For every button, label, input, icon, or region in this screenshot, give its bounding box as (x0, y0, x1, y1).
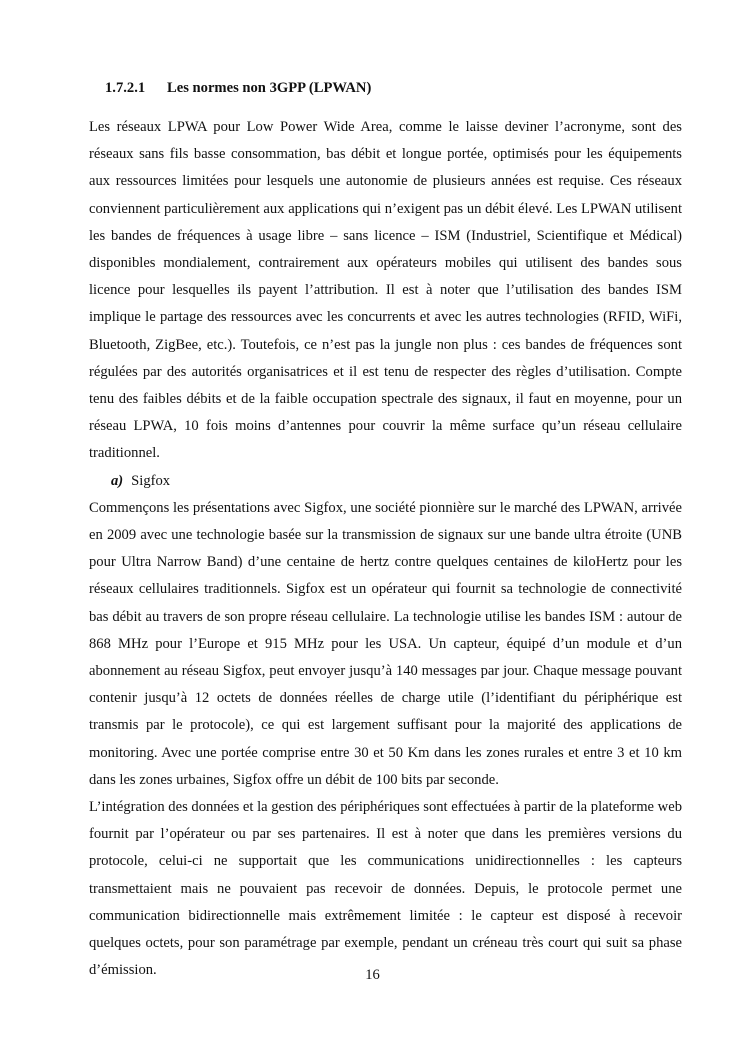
subsection-title: Sigfox (131, 472, 171, 489)
section-title: Les normes non 3GPP (LPWAN) (167, 80, 372, 96)
section-number: 1.7.2.1 (105, 80, 146, 96)
intro-paragraph: Les réseaux LPWA pour Low Power Wide Area, comme le laisse deviner l’acronyme, sont des réseaux sans fils basse consommation, bas débit et longue portée, optimisés pour les équipements aux ressources limitées pour lesquels une autonomie de plusieurs années est requise. Ces réseaux conviennent particulièrement aux applications qui n’exigent pas un débit élevé. Les LPWAN utilisent les bandes de fréquences à usage libre – sans licence – ISM (Industriel, Scientifique et Médical) disponibles mondialement, contrairement aux opérateurs mobiles qui utilisent des bandes sous licence pour lesquelles ils payent l’attribution. Il est à noter que l’utilisation des bandes ISM implique le partage des ressources avec les concurrents et avec les autres technologies (RFID, WiFi, Bluetooth, ZigBee, etc.). Toutefois, ce n’est pas la jungle non plus : ces bandes de fréquences sont régulées par des autorités organisatrices et il est tenu de respecter des règles d’utilisation. Compte tenu des faibles débits et de la faible occupation spectrale des signaux, il faut en moyenne, pour un réseau LPWA, 10 fois moins d’antennes pour couvrir la même surface qu’un réseau cellulaire traditionnel. (89, 119, 682, 462)
page-content (89, 78, 682, 985)
subsection-letter: a) (111, 472, 124, 489)
sigfox-paragraph-1: Commençons les présentations avec Sigfox, une société pionnière sur le marché des LPWAN, arrivée en 2009 avec une technologie basée sur la transmission de signaux sur une bande ultra étroite (UNB pour Ultra Narrow Band) d’une centaine de hertz contre quelques centaines de kiloHertz pour les réseaux cellulaires traditionnels. Sigfox est un opérateur qui fournit sa technologie de connectivité bas débit au travers de son propre réseau cellulaire. La technologie utilise les bandes ISM : autour de 868 MHz pour l’Europe et 915 MHz pour les USA. Un capteur, équipé d’un module et d’un abonnement au réseau Sigfox, peut envoyer jusqu’à 140 messages par jour. Chaque message pouvant contenir jusqu’à 12 octets de données réelles de charge utile (l’identifiant du périphérique est transmis par le protocole), ce qui est largement suffisant pour la majorité des applications de monitoring. Avec une portée comprise entre 30 et 50 Km dans les zones rurales et entre 3 et 10 km dans les zones urbaines, Sigfox offre un débit de 100 bits par seconde. (89, 499, 682, 788)
subsection-heading (111, 468, 682, 495)
sigfox-paragraph-2: L’intégration des données et la gestion des périphériques sont effectuées à partir de la plateforme web fournit par l’opérateur ou par ses partenaires. Il est à noter que dans les premières versions du protocole, celui-ci ne supportait que les communications unidirectionnelles : les capteurs transmettaient mais ne pouvaient pas recevoir de données. Depuis, le protocole permet une communication bidirectionnelle mais extrêmement limitée : le capteur est disposé à recevoir quelques octets, pour son paramétrage par exemple, pendant un créneau très court qui suit sa phase d’émission. (89, 799, 682, 979)
section-heading (105, 78, 682, 98)
page-number: 16 (365, 967, 380, 983)
